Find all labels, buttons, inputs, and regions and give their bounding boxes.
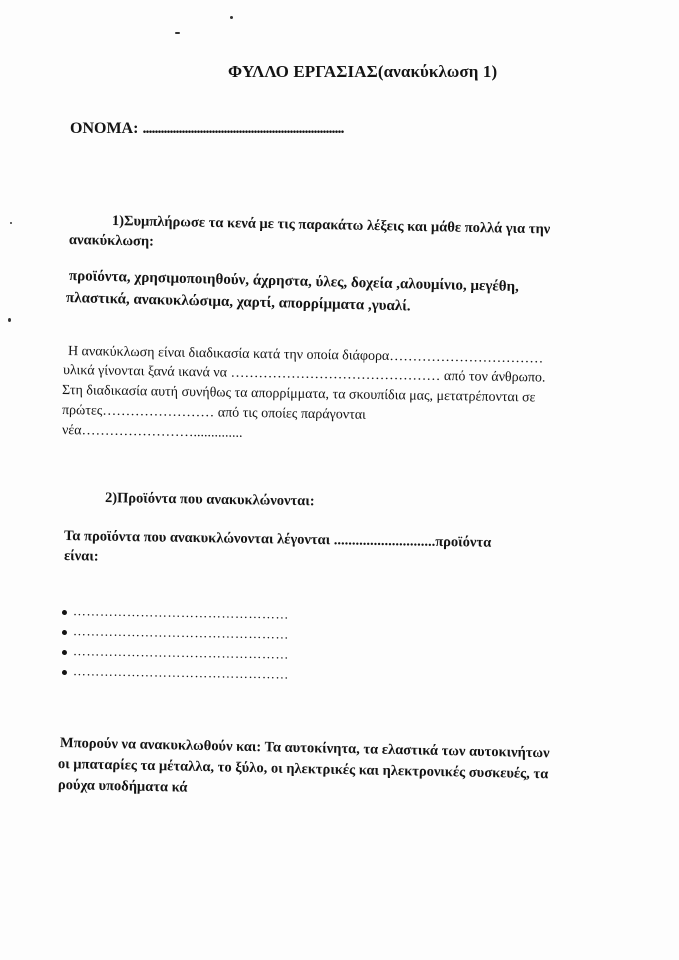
bullet-icon	[62, 670, 67, 675]
name-label: ΟΝΟΜΑ:	[70, 120, 139, 137]
section1-instruction-line2: ανακύκλωση:	[68, 232, 155, 250]
section3-line1: Μπορούν να ανακυκλωθούν και: Τα αυτοκίνητα, τα ελαστικά των αυτοκινήτων	[59, 735, 550, 762]
bullet-item	[62, 623, 289, 643]
bullet-icon	[62, 650, 67, 655]
bullet-item	[62, 643, 289, 663]
bullet-icon	[62, 610, 67, 615]
scan-speck	[230, 16, 233, 19]
section2-question-line1: Τα προϊόντα που ανακυκλώνονται λέγονται ............................προϊόντα	[63, 528, 492, 551]
scan-speck	[10, 222, 12, 224]
section3-line2: οι μπαταρίες τα μέταλλα, το ξύλο, οι ηλεκτρικές και ηλεκτρονικές συσκευές, τα	[57, 756, 549, 783]
bullet-item	[62, 603, 289, 623]
section2-heading: 2)Προϊόντα που ανακυκλώνονται:	[104, 490, 315, 510]
word-bank-line2: πλαστικά, ανακυκλώσιμα, χαρτί, απορρίμματα ,γυαλί.	[65, 290, 411, 315]
bullet-fill-line[interactable]: …………………………………………	[72, 623, 290, 642]
bullet-fill-line[interactable]: …………………………………………	[72, 663, 290, 682]
fill-text-line3: Στη διαδικασία αυτή συνήθως τα απορρίμματα, τα σκουπίδια μας, μετατρέπονται σε	[61, 383, 536, 406]
section3-line3: ρούχα υποδήματα κά	[57, 777, 188, 796]
name-row	[70, 120, 343, 138]
bullet-item	[62, 663, 289, 683]
name-fill-line[interactable]: ...................................................................	[142, 120, 344, 137]
section2-question-line2: είναι:	[63, 548, 99, 565]
fill-text-line2: υλικά γίνονται ξανά ικανά να ……………………………………… από τον άνθρωπο.	[62, 363, 546, 386]
fill-text-line5: νέα……………………..............	[61, 423, 243, 441]
fill-text-line1: Η ανακύκλωση είναι διαδικασία κατά την οποία διάφορα……………………………	[67, 344, 544, 367]
word-bank-line1: προϊόντα, χρησιμοποιηθούν, άχρηστα, ύλες, δοχεία ,αλουμίνιο, μεγέθη,	[68, 268, 520, 295]
fill-text-line4: πρώτες…………………… από τις οποίες παράγονται	[61, 403, 366, 423]
bullet-fill-line[interactable]: …………………………………………	[72, 603, 290, 622]
page-title: ΦΥΛΛΟ ΕΡΓΑΣΙΑΣ(ανακύκλωση 1)	[228, 62, 498, 81]
bullet-icon	[62, 630, 67, 635]
scan-speck	[8, 318, 11, 322]
scan-speck	[175, 32, 180, 34]
bullet-fill-line[interactable]: …………………………………………	[72, 643, 290, 662]
section1-instruction-line1: 1)Συμπλήρωσε τα κενά με τις παρακάτω λέξεις και μάθε πολλά για την	[111, 213, 551, 238]
